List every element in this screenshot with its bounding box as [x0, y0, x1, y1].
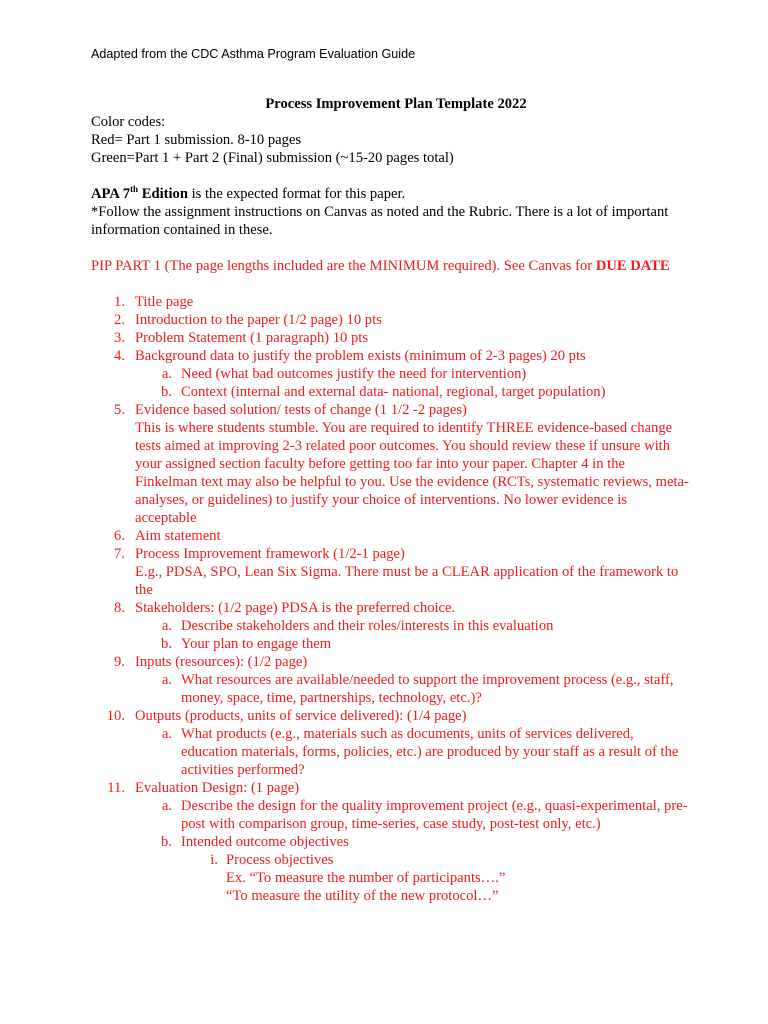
sub-list	[135, 797, 691, 905]
list-item-text: Introduction to the paper (1/2 page) 10 pts	[135, 312, 382, 328]
list-item	[91, 329, 691, 347]
list-item	[91, 311, 691, 329]
list-item	[91, 707, 691, 779]
list-number: a.	[161, 618, 172, 634]
list-item-paragraph: This is where students stumble. You are required to identify THREE evidence-based change tests aimed at improving 2-3 related poor outcomes. You should review these if unsure with your assigned section faculty before getting too far into your paper. Chapter 4 in the Finkelman text may also be helpful to you. Use the evidence (RCTs, systematic reviews, meta-analyses, or guidelines) to justify your choice of interventions. No lower evidence is acceptable	[135, 420, 689, 526]
list-item-text: Background data to justify the problem exists (minimum of 2-3 pages) 20 pts	[135, 348, 586, 364]
list-item-text: Your plan to engage them	[181, 636, 332, 652]
apa-sup: th	[130, 184, 139, 195]
list-item-line: “To measure the utility of the new protocol…”	[226, 888, 499, 904]
sub-list-item	[91, 725, 691, 779]
list-item-text: Process Improvement framework (1/2-1 page)	[135, 546, 405, 562]
document-body	[91, 95, 691, 905]
sub-list	[135, 671, 691, 707]
list-number: 8.	[114, 600, 125, 616]
list-item	[91, 545, 691, 599]
color-code-red: Red= Part 1 submission. 8-10 pages	[91, 132, 302, 148]
list-item-text: Inputs (resources): (1/2 page)	[135, 654, 308, 670]
list-item-text: Outputs (products, units of service delivered): (1/4 page)	[135, 708, 467, 724]
sub-list	[135, 365, 691, 401]
list-item	[91, 779, 691, 905]
list-item-text: Need (what bad outcomes justify the need for intervention)	[181, 366, 527, 382]
list-item-text: What resources are available/needed to support the improvement process (e.g., staff, money, space, time, partnerships, technology, etc.)?	[181, 672, 674, 706]
sub-list-item	[91, 671, 691, 707]
list-item-paragraph: E.g., PDSA, SPO, Lean Six Sigma. There must be a CLEAR application of the framework to the	[135, 564, 679, 598]
list-number: i.	[210, 852, 218, 868]
list-item-text: Intended outcome objectives	[181, 834, 349, 850]
sub-list	[181, 851, 691, 905]
list-number: 11.	[107, 780, 125, 796]
list-item-text: Describe the design for the quality improvement project (e.g., quasi-experimental, pre-post with comparison group, time-series, case study, post-test only, etc.)	[181, 798, 688, 832]
list-number: 3.	[114, 330, 125, 346]
apa-rest: is the expected format for this paper.	[187, 186, 406, 202]
list-item-text: Stakeholders: (1/2 page) PDSA is the preferred choice.	[135, 600, 456, 616]
apa-label: APA 7	[91, 186, 131, 202]
sub-list-item	[91, 797, 691, 833]
sub-list-item	[91, 365, 691, 383]
list-item-text: Process objectives	[226, 852, 334, 868]
sub-list-item	[91, 833, 691, 905]
list-number: b.	[161, 834, 172, 850]
list-item-text: Context (internal and external data- national, regional, target population)	[181, 384, 606, 400]
sub-list	[135, 617, 691, 653]
page-header: Adapted from the CDC Asthma Program Evaluation Guide	[91, 47, 416, 61]
sub-list-item	[91, 617, 691, 635]
list-item	[91, 401, 691, 527]
list-number: 1.	[114, 294, 125, 310]
list-number: 6.	[114, 528, 125, 544]
list-number: a.	[161, 798, 172, 814]
list-item-text: Problem Statement (1 paragraph) 10 pts	[135, 330, 369, 346]
sub-sub-list-item	[91, 851, 691, 905]
due-date-label: DUE DATE	[595, 258, 670, 274]
list-item	[91, 599, 691, 653]
list-item-text: Describe stakeholders and their roles/interests in this evaluation	[181, 618, 554, 634]
list-number: a.	[161, 366, 172, 382]
list-item	[91, 347, 691, 401]
list-number: b.	[161, 636, 172, 652]
list-item-text: Evaluation Design: (1 page)	[135, 780, 300, 796]
list-item	[91, 527, 691, 545]
list-number: 5.	[114, 402, 125, 418]
list-item-text: What products (e.g., materials such as documents, units of services delivered, education materials, forms, policies, etc.) are produced by your staff as a result of the activities performed?	[181, 726, 679, 778]
list-item	[91, 293, 691, 311]
sub-list-item	[91, 635, 691, 653]
sub-list-item	[91, 383, 691, 401]
list-number: 10.	[106, 708, 125, 724]
list-item-text: Title page	[135, 294, 194, 310]
list-item-line: Ex. “To measure the number of participants….”	[226, 870, 506, 886]
list-item	[91, 653, 691, 707]
list-number: a.	[161, 726, 172, 742]
document-title: Process Improvement Plan Template 2022	[265, 96, 527, 112]
list-number: b.	[161, 384, 172, 400]
requirements-list	[91, 293, 691, 905]
list-number: 4.	[114, 348, 125, 364]
sub-list	[135, 725, 691, 779]
list-item-text: Evidence based solution/ tests of change (1 1/2 -2 pages)	[135, 402, 467, 418]
list-number: 9.	[114, 654, 125, 670]
apa-edition: Edition	[138, 186, 188, 202]
color-code-green: Green=Part 1 + Part 2 (Final) submission (~15-20 pages total)	[91, 150, 454, 166]
list-number: 2.	[114, 312, 125, 328]
assignment-note: *Follow the assignment instructions on Canvas as noted and the Rubric. There is a lot of important information contained in these.	[91, 204, 669, 238]
pip-part1-heading	[91, 257, 691, 275]
list-number: 7.	[114, 546, 125, 562]
list-item-text: Aim statement	[135, 528, 221, 544]
apa-line	[91, 185, 691, 203]
list-number: a.	[161, 672, 172, 688]
pip-part1-text: PIP PART 1 (The page lengths included are the MINIMUM required). See Canvas for	[91, 258, 596, 274]
color-codes-heading: Color codes:	[91, 114, 166, 130]
